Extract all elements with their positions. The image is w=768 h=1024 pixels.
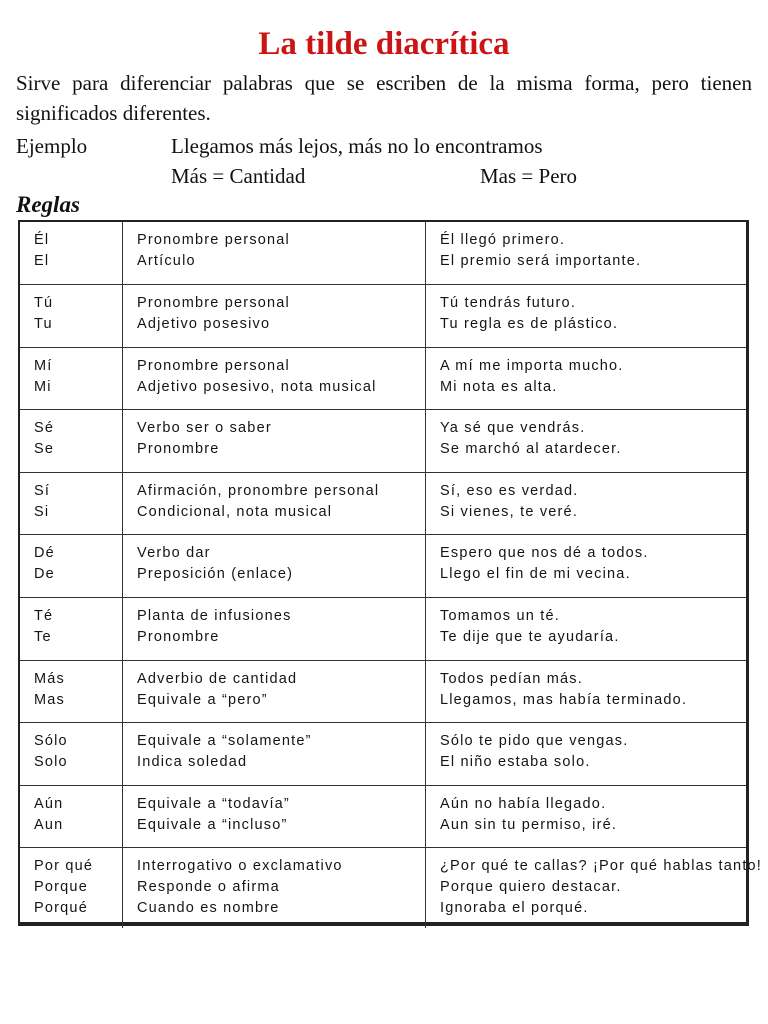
rule-example-cell — [426, 535, 747, 598]
rule-word-cell — [20, 410, 123, 473]
rule-use: Condicional, nota musical — [137, 503, 333, 520]
rule-word: Sé — [34, 420, 55, 437]
rule-example: Sólo te pido que vengas. — [440, 733, 629, 750]
rule-use: Cuando es nombre — [137, 900, 280, 917]
rule-use: Adverbio de cantidad — [137, 670, 298, 687]
rule-example: A mí me importa mucho. — [440, 357, 624, 374]
rule-word: Té — [34, 608, 54, 625]
rule-row — [20, 285, 746, 348]
rule-row — [20, 410, 746, 473]
rule-word-cell — [20, 660, 123, 723]
rule-row — [20, 848, 746, 928]
page-title: La tilde diacrítica — [258, 26, 510, 62]
rule-example: Aún no había llegado. — [440, 795, 607, 812]
rule-use: Verbo dar — [137, 545, 211, 562]
rule-example: Tú tendrás futuro. — [440, 295, 577, 312]
rule-example: Te dije que te ayudaría. — [440, 629, 620, 646]
rule-example: Mi nota es alta. — [440, 378, 558, 395]
rule-use: Pronombre — [137, 629, 220, 646]
rule-word: El — [34, 253, 50, 269]
rule-use-cell — [123, 285, 426, 348]
rule-use-cell — [123, 410, 426, 473]
rule-row — [20, 347, 746, 410]
rule-example-cell — [426, 347, 747, 410]
rule-example: Espero que nos dé a todos. — [440, 545, 649, 562]
rule-example: Si vienes, te veré. — [440, 503, 579, 520]
rule-word: Tú — [34, 295, 54, 312]
rule-word: Sólo — [34, 733, 68, 750]
rule-example: Se marchó al atardecer. — [440, 441, 622, 458]
rule-word: Aun — [34, 816, 64, 833]
rule-word: De — [34, 566, 55, 583]
rule-use-cell — [123, 598, 426, 661]
rule-word: Aún — [34, 795, 64, 812]
rule-use: Responde o afirma — [137, 879, 280, 896]
rule-use: Equivale a “todavía” — [137, 795, 290, 812]
rule-use-cell — [123, 222, 426, 285]
rules-table-frame — [18, 220, 763, 926]
rule-word: Porqué — [34, 900, 88, 917]
rule-row — [20, 472, 746, 535]
rule-example-cell — [426, 723, 747, 786]
rules-table — [20, 222, 763, 928]
rule-example-cell — [426, 472, 747, 535]
rule-use: Equivale a “solamente” — [137, 733, 312, 750]
rule-use-cell — [123, 347, 426, 410]
rule-example: Aun sin tu permiso, iré. — [440, 816, 618, 833]
rule-example-cell — [426, 222, 747, 285]
rule-word: Te — [34, 629, 52, 646]
rule-word: Él — [34, 232, 50, 248]
rule-example: El premio será importante. — [440, 253, 642, 269]
rule-use: Afirmación, pronombre personal — [137, 482, 380, 499]
rule-word-cell — [20, 785, 123, 848]
rule-example: El niño estaba solo. — [440, 754, 591, 771]
rule-word-cell — [20, 848, 123, 928]
rule-word: Mi — [34, 378, 52, 395]
rule-row — [20, 535, 746, 598]
rule-example: Ignoraba el porqué. — [440, 900, 589, 917]
rule-word-cell — [20, 285, 123, 348]
intro-paragraph: Sirve para diferenciar palabras que se escriben de la misma forma, pero tienen significados diferentes. — [16, 71, 752, 125]
rule-row — [20, 222, 746, 285]
rule-word: Más — [34, 670, 65, 687]
rule-use-cell — [123, 785, 426, 848]
rule-use: Equivale a “incluso” — [137, 816, 288, 833]
rule-use-cell — [123, 535, 426, 598]
rule-word: Sí — [34, 482, 51, 499]
rule-word-cell — [20, 222, 123, 285]
rule-word: Solo — [34, 754, 68, 771]
rule-example-cell — [426, 410, 747, 473]
rule-word-cell — [20, 723, 123, 786]
rule-use: Pronombre personal — [137, 232, 290, 248]
rule-row — [20, 723, 746, 786]
rule-example: Llegamos, mas había terminado. — [440, 691, 688, 708]
rule-use: Pronombre personal — [137, 295, 290, 312]
rule-example: Llego el fin de mi vecina. — [440, 566, 631, 583]
example-meaning-right: Mas = Pero — [480, 164, 578, 188]
example-label: Ejemplo — [16, 134, 88, 158]
rule-word-cell — [20, 535, 123, 598]
rule-example-cell — [426, 848, 763, 928]
example-sentence: Llegamos más lejos, más no lo encontramos — [171, 134, 543, 158]
rule-example: Ya sé que vendrás. — [440, 420, 586, 437]
rule-word: Dé — [34, 545, 55, 562]
rule-word: Mí — [34, 357, 53, 374]
rule-example: Porque quiero destacar. — [440, 879, 622, 896]
rule-word: Se — [34, 441, 55, 458]
rule-word: Mas — [34, 691, 65, 708]
rule-use: Verbo ser o saber — [137, 420, 272, 437]
rule-use: Adjetivo posesivo — [137, 316, 271, 333]
rule-use: Indica soledad — [137, 754, 248, 771]
rule-example: Todos pedían más. — [440, 670, 583, 687]
rule-example: Él llegó primero. — [440, 232, 566, 248]
rule-example-cell — [426, 598, 747, 661]
rule-use-cell — [123, 848, 426, 928]
rule-example: Tu regla es de plástico. — [440, 316, 619, 333]
rule-example: Sí, eso es verdad. — [440, 482, 579, 499]
rule-use: Artículo — [137, 253, 196, 269]
rule-word: Porque — [34, 879, 88, 896]
rule-word: Por qué — [34, 858, 94, 875]
rule-use: Pronombre — [137, 441, 220, 458]
rule-example: ¿Por qué te callas? ¡Por qué hablas tanto! — [440, 858, 763, 875]
rule-row — [20, 598, 746, 661]
rule-use-cell — [123, 472, 426, 535]
rule-example: Tomamos un té. — [440, 608, 560, 625]
rule-example-cell — [426, 785, 747, 848]
rules-heading: Reglas — [16, 192, 80, 217]
rule-use-cell — [123, 723, 426, 786]
rule-use: Equivale a “pero” — [137, 691, 268, 708]
rule-use: Preposición (enlace) — [137, 566, 294, 583]
rule-use: Pronombre personal — [137, 357, 290, 374]
rule-use-cell — [123, 660, 426, 723]
rule-row — [20, 785, 746, 848]
rule-use: Planta de infusiones — [137, 608, 292, 625]
rule-word-cell — [20, 472, 123, 535]
rule-word-cell — [20, 598, 123, 661]
example-meaning-left: Más = Cantidad — [171, 164, 306, 188]
rule-word: Si — [34, 503, 50, 520]
rule-example-cell — [426, 660, 747, 723]
rule-example-cell — [426, 285, 747, 348]
rule-word: Tu — [34, 316, 53, 333]
rule-word-cell — [20, 347, 123, 410]
rule-use: Adjetivo posesivo, nota musical — [137, 378, 377, 395]
rule-row — [20, 660, 746, 723]
rule-use: Interrogativo o exclamativo — [137, 858, 343, 875]
